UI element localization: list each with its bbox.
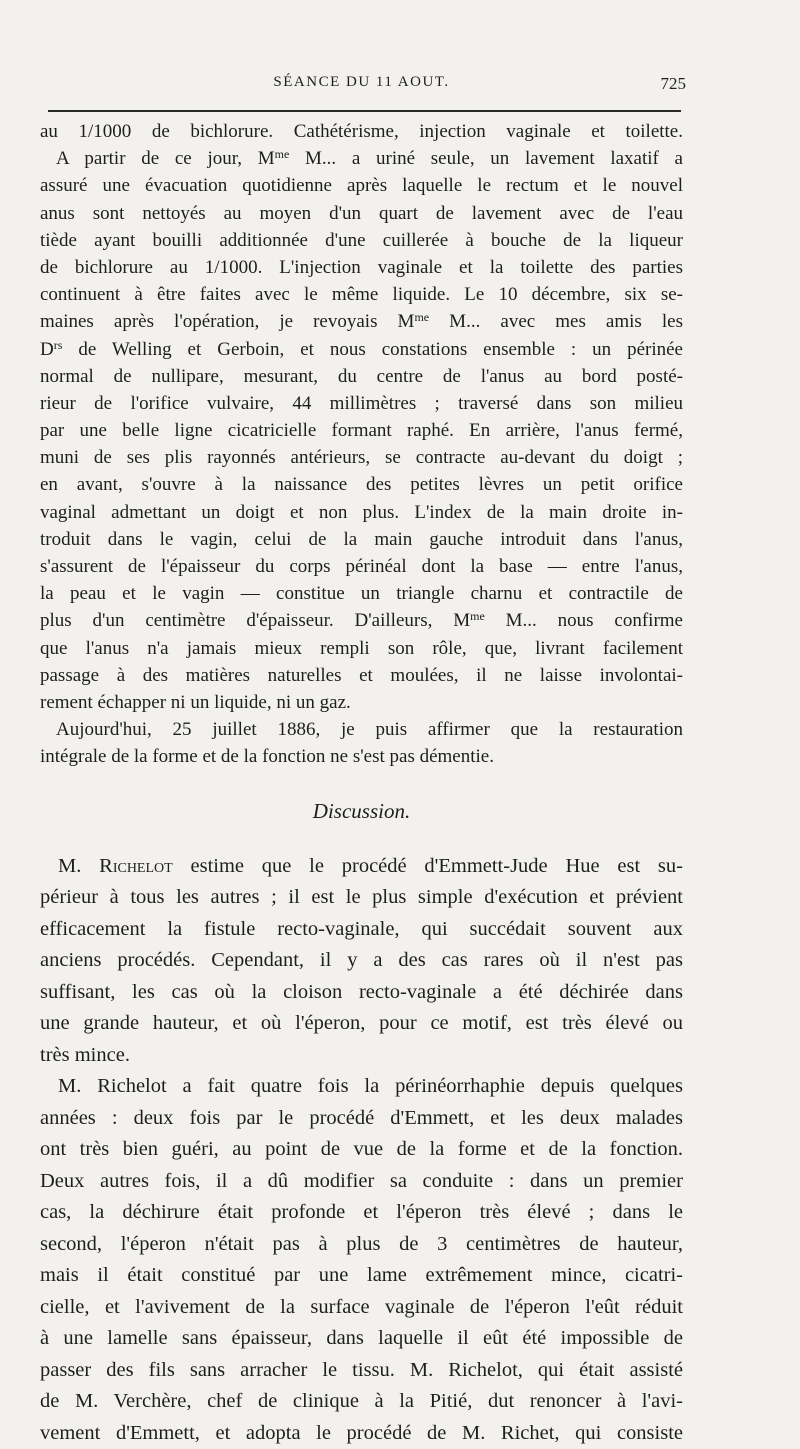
text-line: passer des fils sans arracher le tissu. M. Richelot, qui était assisté — [40, 1355, 683, 1387]
text-line: au 1/1000 de bichlorure. Cathétérisme, injection vaginale et toilette. — [40, 118, 683, 145]
text-line: périeur à tous les autres ; il est le plus simple d'exécution et prévient — [40, 882, 683, 914]
discussion-paragraph-2 — [40, 1071, 683, 1449]
text-line: normal de nullipare, mesurant, du centre de l'anus au bord posté- — [40, 363, 683, 390]
text-line: de M. Verchère, chef de clinique à la Pitié, dut renoncer à l'avi- — [40, 1386, 683, 1418]
text-line: années : deux fois par le procédé d'Emmett, et les deux malades — [40, 1103, 683, 1135]
text-line: à une lamelle sans épaisseur, dans laquelle il eût été impossible de — [40, 1323, 683, 1355]
text-line: une grande hauteur, et où l'éperon, pour ce motif, est très élevé ou — [40, 1008, 683, 1040]
section-heading: Discussion. — [40, 771, 683, 851]
text-line: rement échapper ni un liquide, ni un gaz. — [40, 689, 683, 716]
text-line: passage à des matières naturelles et moulées, il ne laisse involontai- — [40, 662, 683, 689]
text-line: intégrale de la forme et de la fonction ne s'est pas démentie. — [40, 743, 683, 770]
discussion-paragraph-1 — [40, 851, 683, 1072]
text-line: maines après l'opération, je revoyais $M^{me}$ M... avec mes amis les — [40, 308, 683, 335]
header-rule — [48, 110, 681, 112]
text-line: assuré une évacuation quotidienne après laquelle le rectum et le nouvel — [40, 172, 683, 199]
text-line: $D^{rs}$ de Welling et Gerboin, et nous constations ensemble : un périnée — [40, 336, 683, 363]
page-number: 725 — [661, 74, 687, 94]
paragraph-conclusion — [40, 716, 683, 770]
text-line: suffisant, les cas où la cloison recto-vaginale a été déchirée dans — [40, 977, 683, 1009]
running-title: SÉANCE DU 11 AOUT. — [40, 74, 683, 91]
speaker-name: Richelot — [99, 855, 173, 877]
text-line: efficacement la fistule recto-vaginale, qui succédait souvent aux — [40, 914, 683, 946]
text-line: par une belle ligne cicatricielle formant raphé. En arrière, l'anus fermé, — [40, 417, 683, 444]
text-line: très mince. — [40, 1040, 683, 1072]
text-line: A partir de ce jour, $M^{me}$ M... a uriné seule, un lavement laxatif a — [40, 145, 683, 172]
text-line: second, l'éperon n'était pas à plus de 3 centimètres de hauteur, — [40, 1229, 683, 1261]
text-line: Deux autres fois, il a dû modifier sa conduite : dans un premier — [40, 1166, 683, 1198]
text-line: M. Richelot estime que le procédé d'Emmett-Jude Hue est su- — [40, 851, 683, 883]
text-line: continuent à être faites avec le même liquide. Le 10 décembre, six se- — [40, 281, 683, 308]
page-header — [40, 74, 683, 102]
text-line: anciens procédés. Cependant, il y a des cas rares où il n'est pas — [40, 945, 683, 977]
text-line: anus sont nettoyés au moyen d'un quart de lavement avec de l'eau — [40, 200, 683, 227]
page-body — [40, 118, 683, 1449]
text-line: cielle, et l'avivement de la surface vaginale de l'éperon l'eût réduit — [40, 1292, 683, 1324]
text-line: s'assurent de l'épaisseur du corps périnéal dont la base — entre l'anus, — [40, 553, 683, 580]
text-line: vement d'Emmett, et adopta le procédé de M. Richet, qui consiste — [40, 1418, 683, 1449]
text-line: troduit dans le vagin, celui de la main gauche introduit dans l'anus, — [40, 526, 683, 553]
text-line: rieur de l'orifice vulvaire, 44 millimètres ; traversé dans son milieu — [40, 390, 683, 417]
text-line: muni de ses plis rayonnés antérieurs, se contracte au-devant du doigt ; — [40, 444, 683, 471]
text-line: M. Richelot a fait quatre fois la périnéorrhaphie depuis quelques — [40, 1071, 683, 1103]
text-line: que l'anus n'a jamais mieux rempli son rôle, que, livrant facilement — [40, 635, 683, 662]
text-line: plus d'un centimètre d'épaisseur. D'ailleurs, $M^{me}$ M... nous confirme — [40, 607, 683, 634]
text-line: tiède ayant bouilli additionnée d'une cuillerée à bouche de la liqueur — [40, 227, 683, 254]
text-line: Aujourd'hui, 25 juillet 1886, je puis affirmer que la restauration — [40, 716, 683, 743]
text-line: mais il était constitué par une lame extrêmement mince, cicatri- — [40, 1260, 683, 1292]
text-line: la peau et le vagin — constitue un triangle charnu et contractile de — [40, 580, 683, 607]
text-line: ont très bien guéri, au point de vue de la forme et de la fonction. — [40, 1134, 683, 1166]
paragraph-case-report — [40, 118, 683, 716]
text-line: vaginal admettant un doigt et non plus. L'index de la main droite in- — [40, 499, 683, 526]
text-line: de bichlorure au 1/1000. L'injection vaginale et la toilette des parties — [40, 254, 683, 281]
text-line: cas, la déchirure était profonde et l'éperon très élevé ; dans le — [40, 1197, 683, 1229]
text-line: en avant, s'ouvre à la naissance des petites lèvres un petit orifice — [40, 471, 683, 498]
